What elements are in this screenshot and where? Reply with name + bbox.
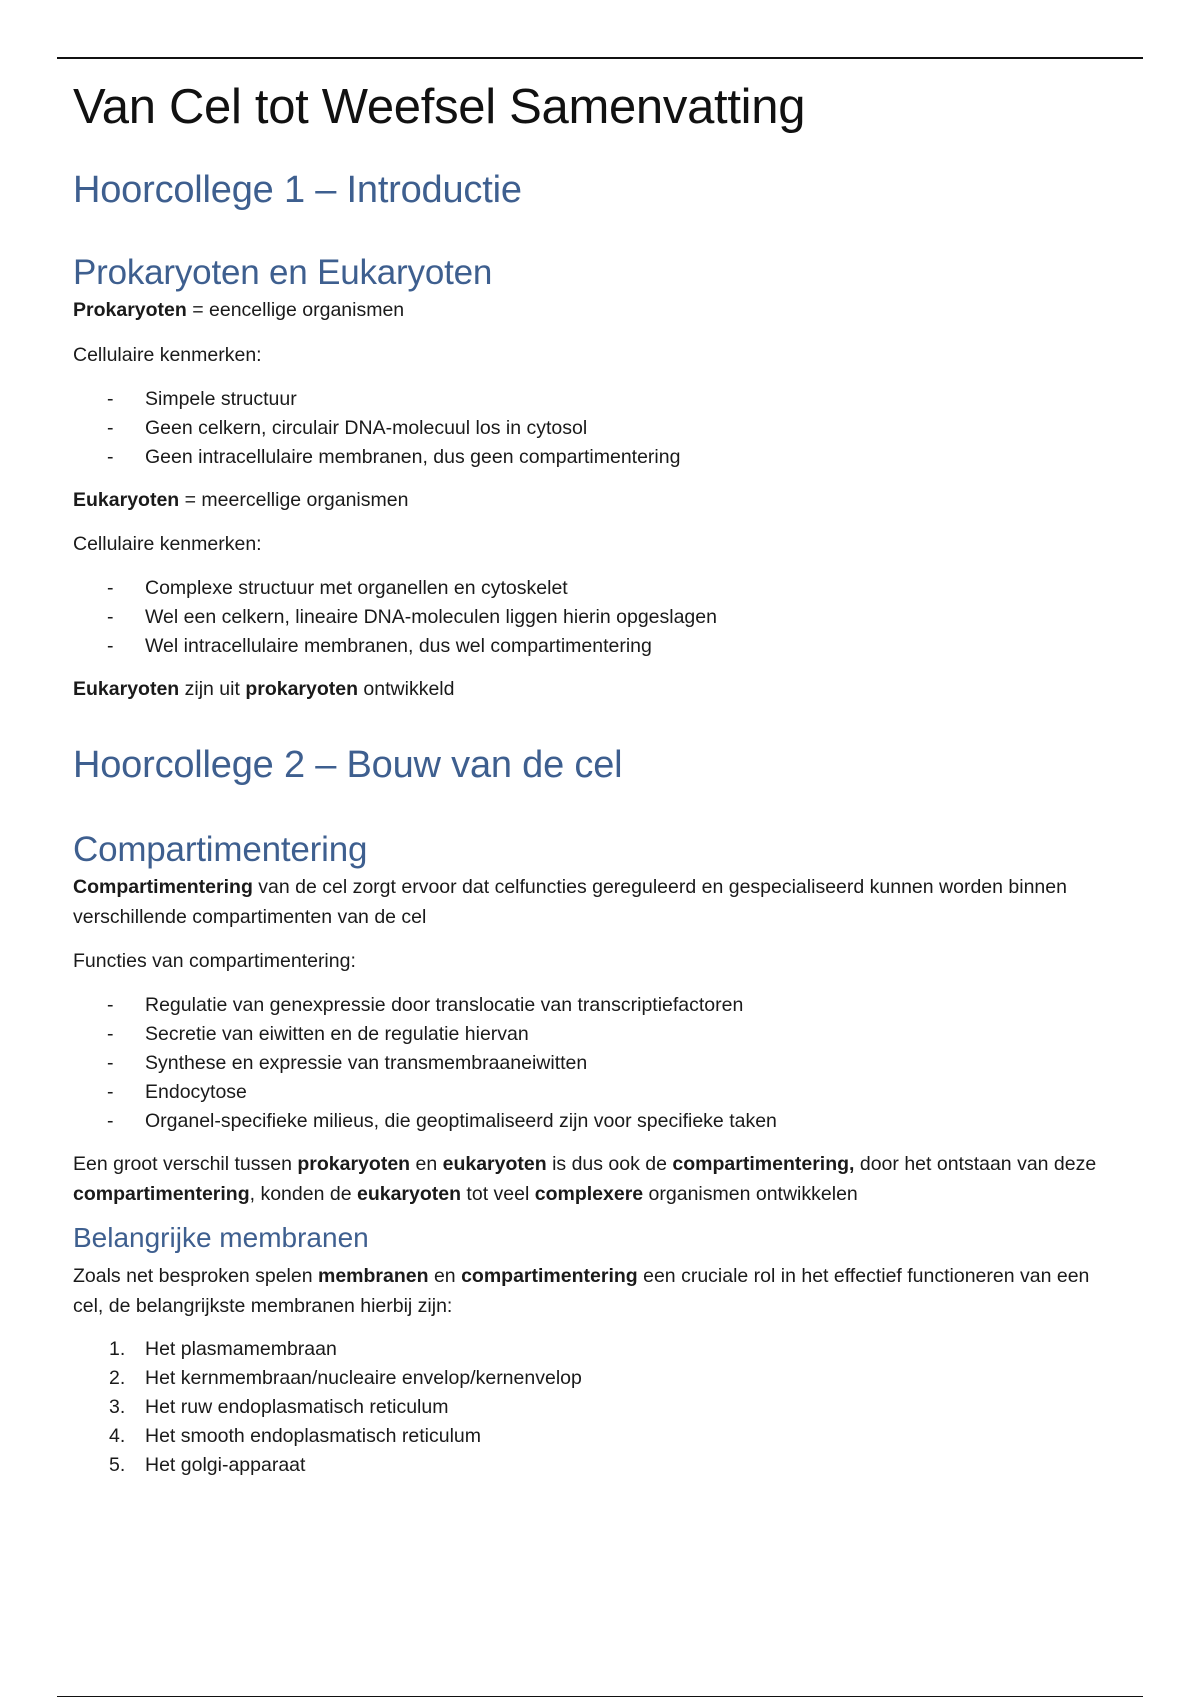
term-eukaryoten: eukaryoten [356,1183,462,1205]
term-prokaryoten: prokaryoten [297,1153,411,1175]
text-span: van de cel zorgt ervoor dat celfuncties gereguleerd en gespecialiseerd kunnen worden binnen verschillende compartimenten van de cel [73,876,1067,928]
functions-label: Functies van compartimentering: [73,950,356,972]
list-item-text: Geen celkern, circulair DNA-molecuul los in cytosol [145,417,588,439]
term-eukaryoten: eukaryoten [442,1153,547,1175]
dash-marker: - [107,1081,114,1103]
dash-marker: - [107,635,114,657]
number-marker: 5. [109,1454,126,1476]
list-item [73,991,1133,1020]
text-span: en [428,1265,462,1287]
list-item [73,1335,1133,1364]
list-item [73,414,1133,443]
dash-marker: - [107,1023,114,1045]
heading-hoorcollege-2: Hoorcollege 2 – Bouw van de cel [73,744,623,786]
document-title: Van Cel tot Weefsel Samenvatting [73,80,806,134]
text-span: tot veel [461,1183,535,1205]
text-span: is dus ook de [546,1153,673,1175]
list-item [73,1107,1133,1136]
bottom-rule [57,1696,1143,1697]
list-item [73,1020,1133,1049]
list-item-text: Het kernmembraan/nucleaire envelop/kernenvelop [145,1367,582,1389]
number-marker: 3. [109,1396,126,1418]
text-span: ontwikkeld [358,678,455,700]
difference-paragraph [73,1149,1133,1209]
term-compartimentering: compartimentering [461,1265,638,1287]
text-span: organismen ontwikkelen [643,1183,858,1205]
dash-marker: - [107,606,114,628]
list-item-text: Het ruw endoplasmatisch reticulum [145,1396,449,1418]
list-item [73,574,1133,603]
top-rule [57,57,1143,59]
list-item [73,1364,1133,1393]
term-eukaryoten: Eukaryoten [73,489,180,511]
term-prokaryoten: Prokaryoten [73,299,187,321]
list-item-text: Het plasmamembraan [145,1338,337,1360]
prokaryoten-definition [73,295,1133,325]
compartimentering-intro [73,872,1113,932]
heading-belangrijke-membranen: Belangrijke membranen [73,1222,369,1253]
number-marker: 4. [109,1425,126,1447]
list-item [73,1422,1133,1451]
term-prokaryoten: prokaryoten [245,678,359,700]
dash-marker: - [107,577,114,599]
list-item-text: Het smooth endoplasmatisch reticulum [145,1425,481,1447]
list-item [73,632,1133,661]
list-item [73,385,1133,414]
list-item-text: Regulatie van genexpressie door translocatie van transcriptiefactoren [145,994,744,1016]
term-compartimentering: compartimentering [73,1183,250,1205]
term-membranen: membranen [318,1265,429,1287]
membranes-intro [73,1261,1113,1321]
heading-hoorcollege-1: Hoorcollege 1 – Introductie [73,169,522,211]
text-span: zijn uit [179,678,246,700]
document-content [73,72,1133,1480]
list-item [73,1451,1133,1480]
list-item-text: Endocytose [145,1081,247,1103]
list-item-text: Synthese en expressie van transmembraaneiwitten [145,1052,588,1074]
term-compartimentering: Compartimentering [73,876,253,898]
eukaryoten-definition [73,485,1133,515]
list-item-text: Organel-specifieke milieus, die geoptimaliseerd zijn voor specifieke taken [145,1110,777,1132]
list-item-text: Het golgi-apparaat [145,1454,306,1476]
term-compartimentering: compartimentering, [672,1153,855,1175]
functions-list [73,991,1133,1136]
list-item [73,1049,1133,1078]
dash-marker: - [107,417,114,439]
text-span: door het ontstaan van deze [854,1153,1097,1175]
list-item [73,603,1133,632]
list-item-text: Secretie van eiwitten en de regulatie hiervan [145,1023,529,1045]
dash-marker: - [107,994,114,1016]
text-span: een cruciale rol in het effectief functioneren van een cel, de belangrijkste membranen hierbij zijn: [73,1265,1090,1317]
heading-compartimentering: Compartimentering [73,830,368,869]
prok-kenmerken-list [73,385,1133,472]
euk-kenmerken-list [73,574,1133,661]
dash-marker: - [107,388,114,410]
dash-marker: - [107,1110,114,1132]
evolution-statement [73,674,1133,704]
dash-marker: - [107,1052,114,1074]
list-item [73,1078,1133,1107]
list-item [73,443,1133,472]
heading-prokaryoten-eukaryoten: Prokaryoten en Eukaryoten [73,253,493,292]
term-eukaryoten: Eukaryoten [73,678,180,700]
list-item-text: Simpele structuur [145,388,297,410]
list-item-text: Complexe structuur met organellen en cytoskelet [145,577,568,599]
list-item-text: Wel een celkern, lineaire DNA-moleculen liggen hierin opgeslagen [145,606,717,628]
membranes-list [73,1335,1133,1480]
list-item-text: Geen intracellulaire membranen, dus geen compartimentering [145,446,681,468]
list-item [73,1393,1133,1422]
prok-kenmerken-label: Cellulaire kenmerken: [73,344,262,366]
definition-text: = eencellige organismen [186,299,405,321]
number-marker: 1. [109,1338,126,1360]
text-span: en [410,1153,443,1175]
term-complexere: complexere [534,1183,644,1205]
text-span: Een groot verschil tussen [73,1153,298,1175]
text-span: , konden de [249,1183,357,1205]
dash-marker: - [107,446,114,468]
list-item-text: Wel intracellulaire membranen, dus wel compartimentering [145,635,652,657]
number-marker: 2. [109,1367,126,1389]
text-span: Zoals net besproken spelen [73,1265,318,1287]
euk-kenmerken-label: Cellulaire kenmerken: [73,533,262,555]
definition-text: = meercellige organismen [179,489,409,511]
